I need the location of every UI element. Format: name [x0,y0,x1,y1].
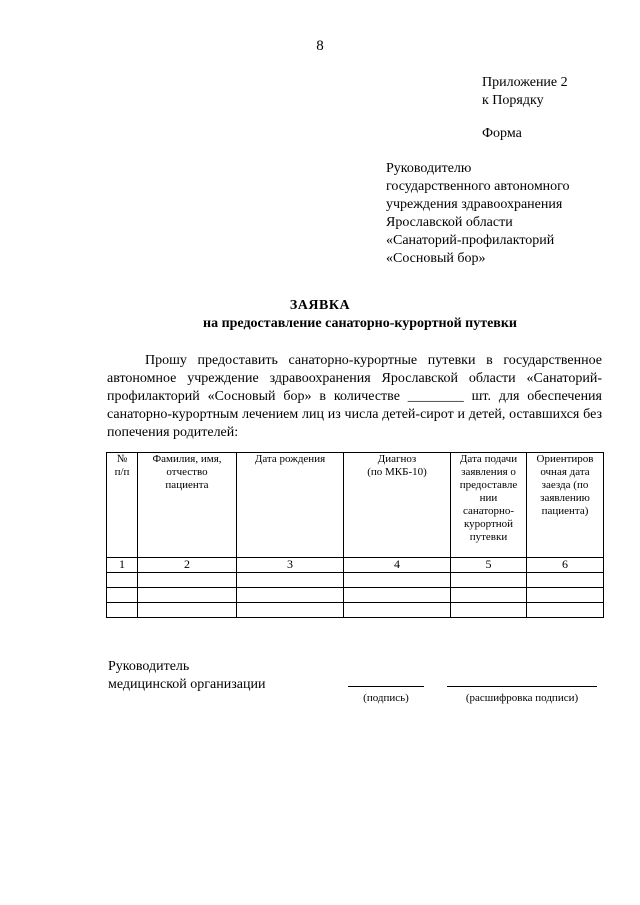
addressee-line: государственного автономного [386,179,570,194]
header-application-date-label: Дата подачи заявления о предоставле нии санаторно- курортной путевки [459,453,518,543]
appendix-line-2: к Порядку [482,93,544,108]
table-row [107,588,604,603]
addressee-line: «Санаторий-профилакторий [386,233,555,248]
signature-decoding-line [447,686,597,687]
table-cell [138,573,237,588]
signature-caption: (подпись) [363,692,409,704]
table-cell [107,573,138,588]
document-subtitle: на предоставление санаторно-курортной путевки [203,316,517,331]
table-cell [344,603,451,618]
column-number: 3 [237,558,344,573]
addressee-line: Ярославской области [386,215,513,230]
addressee-line: учреждения здравоохранения [386,197,563,212]
header-number-label: № п/п [114,453,130,478]
page-number: 8 [316,38,324,54]
header-cell [451,453,527,558]
header-cell [237,453,344,558]
addressee-block [386,160,626,268]
form-label: Форма [482,126,522,141]
header-cell [138,453,237,558]
signer-title-line-2: медицинской организации [108,677,266,692]
column-number: 6 [527,558,604,573]
table-cell [107,603,138,618]
signer-title-line-1: Руководитель [108,659,190,674]
table-cell [527,588,604,603]
appendix-line-1: Приложение 2 [482,75,568,90]
table-row [107,573,604,588]
table-cell [451,573,527,588]
table-cell [138,603,237,618]
table-cell [344,573,451,588]
header-diagnosis-label: Диагноз (по МКБ-10) [367,453,427,478]
document-title: ЗАЯВКА [289,298,351,313]
column-number: 2 [138,558,237,573]
header-arrival-date-label: Ориентиров очная дата заезда (по заявлению пациента) [536,453,594,517]
column-number: 1 [107,558,138,573]
header-birthdate-label: Дата рождения [254,453,326,465]
header-cell [527,453,604,558]
column-number: 5 [451,558,527,573]
table-header-row [107,453,604,558]
table-cell [237,603,344,618]
header-cell [107,453,138,558]
table-cell [451,588,527,603]
request-paragraph: Прошу предоставить санаторно-курортные путевки в государственное автономное учреждение здравоохранения Ярославской области «Санаторий-профилакторий «Сосновый бор» в количестве ________ шт. для обеспечения санаторно-курортным лечением лиц из числа детей-сирот и детей, оставшихся без попечения родителей: [107,353,602,440]
signature-line [348,686,424,687]
table-cell [344,588,451,603]
header-cell [344,453,451,558]
column-number: 4 [344,558,451,573]
table-cell [138,588,237,603]
table-cell [527,603,604,618]
header-name-label: Фамилия, имя, отчество пациента [152,453,222,491]
table-row [107,603,604,618]
table-cell [527,573,604,588]
table-cell [237,588,344,603]
signature-decoding-caption: (расшифровка подписи) [465,692,579,704]
addressee-line: Руководителю [386,161,472,176]
appendix-note [482,74,568,110]
table-cell [107,588,138,603]
request-table [106,452,604,618]
table-cell [451,603,527,618]
table-cell [237,573,344,588]
column-number-row [107,558,604,573]
addressee-line: «Сосновый бор» [386,251,486,266]
signer-block [108,658,265,694]
